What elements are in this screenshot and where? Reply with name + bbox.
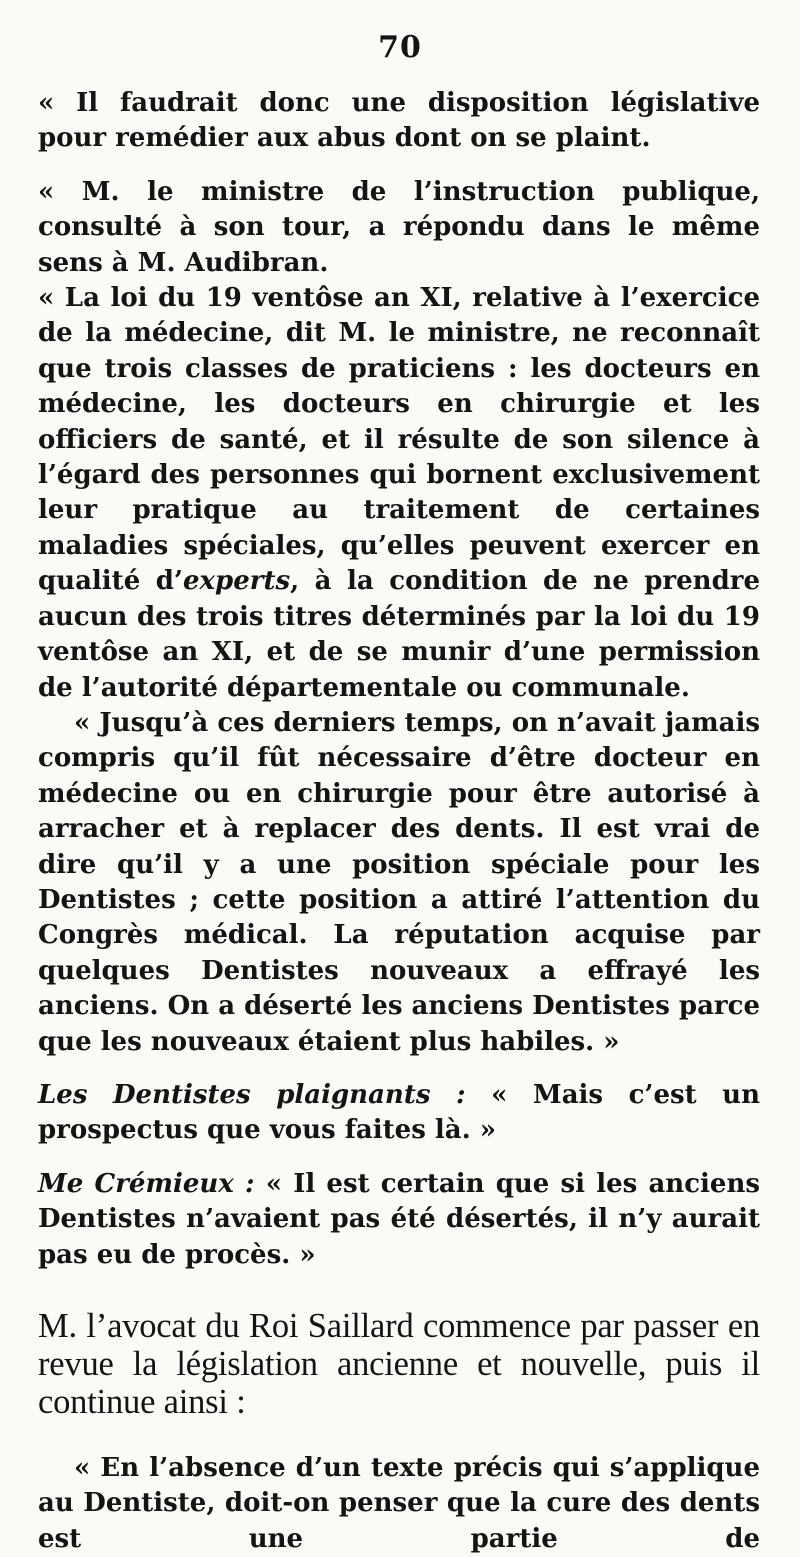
dialogue-text-1: « Mais c’est un prospectus que vous faites là. » xyxy=(38,1079,760,1146)
speaker-dentistes: Les Dentistes plaignants : xyxy=(38,1079,466,1110)
speaker-cremieux: Me Crémieux : xyxy=(38,1168,255,1199)
narration-paragraph: M. l’avocat du Roi Saillard commence par passer en revue la législation ancienne et nouvelle, puis il continue ainsi : xyxy=(38,1307,760,1421)
paragraph-3-start: « La loi du 19 ventôse an XI, relative à l’exercice de la médecine, dit M. le ministre, ne reconnaît que trois classes de praticiens : les docteurs en médecine, les docteurs en chirurgie et les officiers de santé, et il résulte de son silence à l’égard des personnes qui bornent exclusivement leur pratique au traitement de certaines maladies spéciales, qu’elles peuvent exercer en qualité d’ xyxy=(38,283,760,597)
final-paragraph: « En l’absence d’un texte précis qui s’applique au Dentiste, doit-on penser que la cure des dents est une partie de xyxy=(38,1453,760,1554)
dialogue-line-1 xyxy=(38,1078,760,1149)
page-number: 70 xyxy=(378,30,422,65)
experts-word: experts xyxy=(182,566,291,597)
paragraph-3 xyxy=(38,281,760,706)
dialogue-line-2 xyxy=(38,1167,760,1273)
paragraph-3-end: , à la condition de ne prendre aucun des trois titres déterminés par la loi du 19 ventôse an XI, et de se munir d’une permission de l’autorité départementale ou communale. xyxy=(38,566,760,703)
paragraph-2: « M. le ministre de l’instruction publique, consulté à son tour, a répondu dans le même sens à M. Audibran. xyxy=(38,176,760,278)
page-body xyxy=(38,86,760,1557)
dialogue-text-2: « Il est certain que si les anciens Dentistes n’avaient pas été désertés, il n’y aurait pas eu de procès. » xyxy=(38,1168,761,1270)
paragraph-1: « Il faudrait donc une disposition législative pour remédier aux abus dont on se plaint. xyxy=(38,88,760,154)
paragraph-4: « Jusqu’à ces derniers temps, on n’avait jamais compris qu’il fût nécessaire d’être docteur en médecine ou en chirurgie pour être autorisé à arracher et à replacer des dents. Il est vrai de dire qu’il y a une position spéciale pour les Dentistes ; cette position a attiré l’attention du Congrès médical. La réputation acquise par quelques Dentistes nouveaux a effrayé les anciens. On a déserté les anciens Dentistes parce que les nouveaux étaient plus habiles. » xyxy=(38,707,760,1057)
